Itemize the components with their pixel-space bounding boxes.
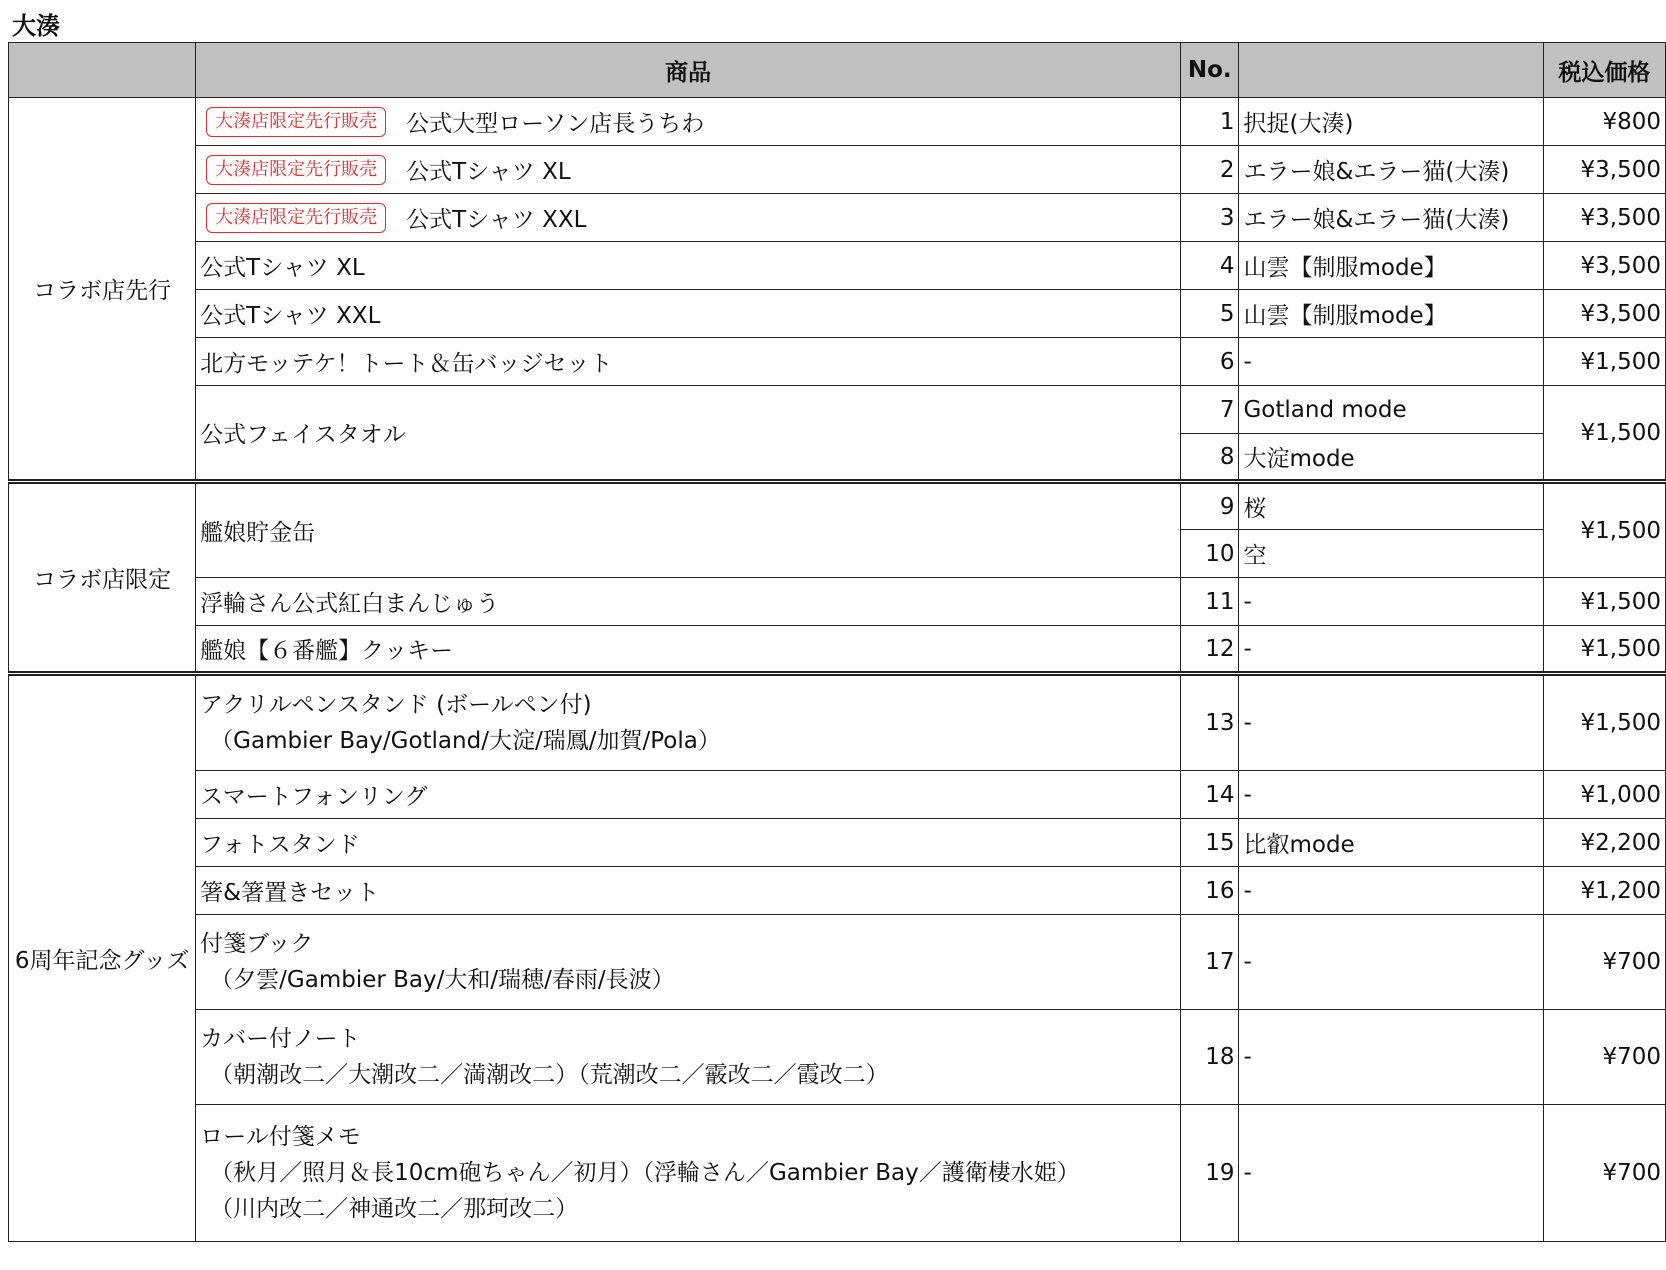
limited-sale-tag: 大湊店限定先行販売 [206,203,386,233]
product-cell: 艦娘【６番艦】クッキー [196,626,1181,674]
variant-cell: 大淀mode [1239,434,1543,482]
header-row [9,43,1666,98]
variant-cell: - [1239,867,1543,915]
variant-cell: - [1239,338,1543,386]
table-row [9,98,1666,146]
product-cell: 北方モッテケ！トート＆缶バッジセット [196,338,1181,386]
table-row [9,290,1666,338]
table-row [9,915,1666,1010]
variant-cell: 択捉(大湊) [1239,98,1543,146]
no-cell: 9 [1181,482,1239,530]
no-cell: 16 [1181,867,1239,915]
variant-cell: Gotland mode [1239,386,1543,434]
product-name: 公式大型ローソン店長うちわ [406,111,705,137]
product-name: アクリルペンスタンド (ボールペン付) [200,692,592,718]
variant-cell: 空 [1239,530,1543,578]
header-product: 商品 [196,43,1181,98]
no-cell: 7 [1181,386,1239,434]
product-cell: 公式Tシャツ XXL [196,290,1181,338]
header-price: 税込価格 [1543,43,1665,98]
table-row [9,146,1666,194]
price-cell: ¥3,500 [1543,194,1665,242]
no-cell: 18 [1181,1010,1239,1105]
no-cell: 11 [1181,578,1239,626]
product-cell [196,1105,1181,1242]
price-cell: ¥700 [1543,915,1665,1010]
product-name: 公式Tシャツ XXL [406,207,587,233]
variant-cell: - [1239,1010,1543,1105]
variant-cell: エラー娘&エラー猫(大湊) [1239,146,1543,194]
product-cell [196,674,1181,771]
no-cell: 12 [1181,626,1239,674]
no-cell: 1 [1181,98,1239,146]
table-row [9,578,1666,626]
price-cell: ¥3,500 [1543,146,1665,194]
table-row [9,867,1666,915]
product-cell [196,194,1181,242]
product-cell: 公式Tシャツ XL [196,242,1181,290]
product-detail: （川内改二／神通改二／那珂改二） [210,1196,579,1222]
product-cell: 浮輪さん公式紅白まんじゅう [196,578,1181,626]
product-cell [196,915,1181,1010]
no-cell: 10 [1181,530,1239,578]
product-cell: フォトスタンド [196,819,1181,867]
product-detail: （夕雲/Gambier Bay/大和/瑞穂/春雨/長波） [210,967,675,993]
limited-sale-tag: 大湊店限定先行販売 [206,155,386,185]
goods-table [8,42,1666,1242]
no-cell: 6 [1181,338,1239,386]
no-cell: 13 [1181,674,1239,771]
product-cell: スマートフォンリング [196,771,1181,819]
price-cell: ¥1,000 [1543,771,1665,819]
no-cell: 2 [1181,146,1239,194]
no-cell: 14 [1181,771,1239,819]
variant-cell: - [1239,626,1543,674]
variant-cell: - [1239,578,1543,626]
store-title: 大湊 [12,12,60,40]
table-row [9,819,1666,867]
header-variant [1239,43,1543,98]
product-detail: （Gambier Bay/Gotland/大淀/瑞鳳/加賀/Pola） [210,728,721,754]
no-cell: 8 [1181,434,1239,482]
product-detail: （朝潮改二／大潮改二／満潮改二）（荒潮改二／霰改二／霞改二） [210,1062,889,1088]
table-row [9,1010,1666,1105]
table-row [9,242,1666,290]
variant-cell: - [1239,915,1543,1010]
price-cell: ¥1,500 [1543,482,1665,578]
category-cell: 6周年記念グッズ [9,674,196,1242]
variant-cell: エラー娘&エラー猫(大湊) [1239,194,1543,242]
variant-cell: - [1239,771,1543,819]
table-row [9,386,1666,434]
table-row [9,771,1666,819]
no-cell: 19 [1181,1105,1239,1242]
variant-cell: 比叡mode [1239,819,1543,867]
header-category [9,43,196,98]
header-no: No. [1181,43,1239,98]
price-cell: ¥700 [1543,1105,1665,1242]
price-cell: ¥3,500 [1543,290,1665,338]
table-row [9,194,1666,242]
price-cell: ¥3,500 [1543,242,1665,290]
no-cell: 17 [1181,915,1239,1010]
no-cell: 5 [1181,290,1239,338]
no-cell: 4 [1181,242,1239,290]
product-cell: 公式フェイスタオル [196,386,1181,482]
product-cell: 艦娘貯金缶 [196,482,1181,578]
table-row [9,482,1666,530]
product-name: ロール付箋メモ [200,1124,361,1150]
category-cell: コラボ店限定 [9,482,196,674]
variant-cell: 桜 [1239,482,1543,530]
product-cell [196,98,1181,146]
product-cell [196,146,1181,194]
price-cell: ¥1,500 [1543,386,1665,482]
variant-cell: 山雲【制服mode】 [1239,290,1543,338]
product-name: カバー付ノート [200,1026,361,1052]
table-row [9,674,1666,771]
price-cell: ¥1,500 [1543,578,1665,626]
limited-sale-tag: 大湊店限定先行販売 [206,107,386,137]
variant-cell: - [1239,1105,1543,1242]
category-cell: コラボ店先行 [9,98,196,482]
price-cell: ¥1,500 [1543,338,1665,386]
no-cell: 15 [1181,819,1239,867]
product-name: 公式Tシャツ XL [406,159,571,185]
no-cell: 3 [1181,194,1239,242]
table-row [9,626,1666,674]
price-cell: ¥1,200 [1543,867,1665,915]
variant-cell: - [1239,674,1543,771]
variant-cell: 山雲【制服mode】 [1239,242,1543,290]
price-cell: ¥1,500 [1543,674,1665,771]
product-cell: 箸&箸置きセット [196,867,1181,915]
table-row [9,1105,1666,1242]
price-cell: ¥700 [1543,1010,1665,1105]
table-row [9,338,1666,386]
price-cell: ¥2,200 [1543,819,1665,867]
product-detail: （秋月／照月＆長10cm砲ちゃん／初月）（浮輪さん／Gambier Bay／護衛棲水姫） [210,1160,1080,1186]
product-cell [196,1010,1181,1105]
price-cell: ¥800 [1543,98,1665,146]
product-name: 付箋ブック [200,931,314,957]
price-cell: ¥1,500 [1543,626,1665,674]
